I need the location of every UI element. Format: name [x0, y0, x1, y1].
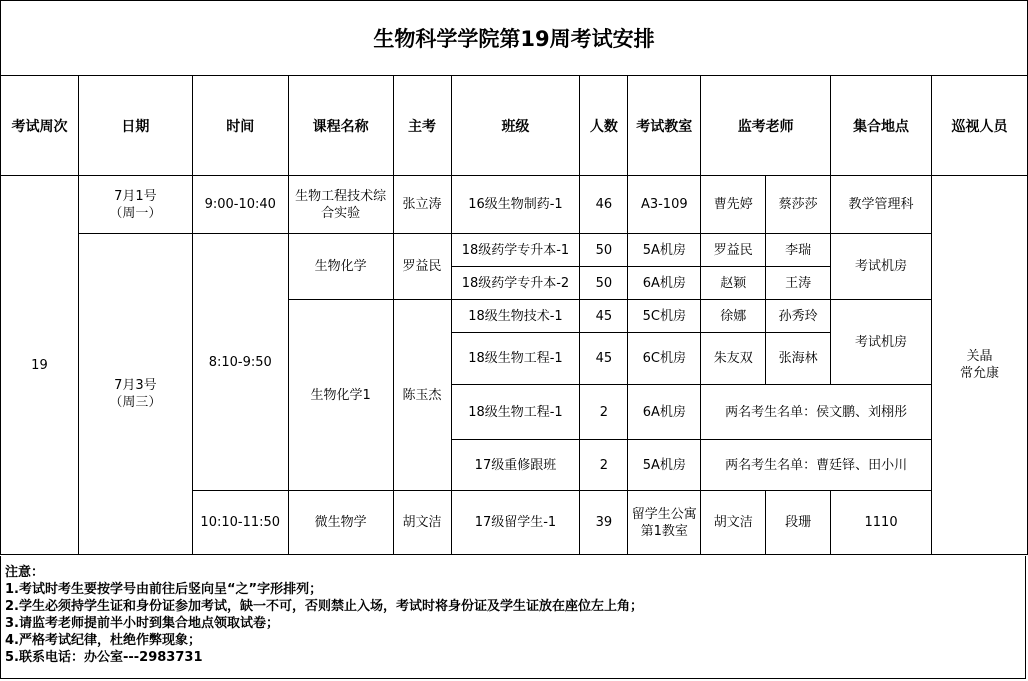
header-patrol: 巡视人员	[932, 76, 1028, 176]
proctor-cell: 赵颖	[701, 267, 766, 300]
count-cell: 2	[580, 440, 628, 491]
count-cell: 50	[580, 267, 628, 300]
time-cell: 8:10-9:50	[192, 234, 288, 491]
class-cell: 17级留学生-1	[451, 491, 580, 555]
header-week: 考试周次	[1, 76, 79, 176]
header-meeting: 集合地点	[831, 76, 932, 176]
proctor-cell: 李瑞	[766, 234, 831, 267]
count-cell: 46	[580, 176, 628, 234]
room-cell: 6A机房	[628, 267, 701, 300]
note-item: 1.考试时考生要按学号由前往后竖向呈“之”字形排列；	[5, 582, 323, 597]
class-cell: 17级重修跟班	[451, 440, 580, 491]
proctor-cell: 蔡莎莎	[766, 176, 831, 234]
note-item: 5.联系电话：办公室---2983731	[5, 650, 203, 665]
room-cell: 5A机房	[628, 440, 701, 491]
course-cell: 生物化学	[288, 234, 393, 300]
notes-section	[0, 556, 1026, 679]
proctor-cell: 孙秀玲	[766, 300, 831, 333]
class-cell: 18级生物技术-1	[451, 300, 580, 333]
header-class: 班级	[451, 76, 580, 176]
table-row	[1, 234, 1028, 267]
chief-cell: 陈玉杰	[393, 300, 451, 491]
count-cell: 39	[580, 491, 628, 555]
note-item: 2.学生必须持学生证和身份证参加考试，缺一不可，否则禁止入场，考试时将身份证及学生证放在座位左上角；	[5, 599, 643, 614]
date-cell: 7月3号 （周三）	[78, 234, 192, 555]
proctor-cell: 罗益民	[701, 234, 766, 267]
room-cell: 留学生公寓第1教室	[628, 491, 701, 555]
chief-cell: 张立涛	[393, 176, 451, 234]
note-cell: 两名考生名单：曹廷铎、田小川	[701, 440, 932, 491]
notes-heading: 注意：	[5, 565, 45, 580]
proctor-cell: 张海林	[766, 333, 831, 385]
room-cell: 6A机房	[628, 385, 701, 440]
meeting-cell: 考试机房	[831, 234, 932, 300]
count-cell: 45	[580, 333, 628, 385]
header-proctors: 监考老师	[701, 76, 831, 176]
page-title: 生物科学学院第19周考试安排	[0, 0, 1028, 75]
room-cell: 5C机房	[628, 300, 701, 333]
count-cell: 45	[580, 300, 628, 333]
time-cell: 10:10-11:50	[192, 491, 288, 555]
class-cell: 18级药学专升本-2	[451, 267, 580, 300]
patrol-cell: 关晶 常允康	[932, 176, 1028, 555]
note-item: 3.请监考老师提前半小时到集合地点领取试卷；	[5, 616, 279, 631]
proctor-cell: 曹先婷	[701, 176, 766, 234]
proctor-cell: 胡文洁	[701, 491, 766, 555]
count-cell: 2	[580, 385, 628, 440]
class-cell: 18级药学专升本-1	[451, 234, 580, 267]
header-row	[1, 76, 1028, 176]
time-cell: 9:00-10:40	[192, 176, 288, 234]
header-course: 课程名称	[288, 76, 393, 176]
proctor-cell: 王涛	[766, 267, 831, 300]
note-cell: 两名考生名单：侯文鹏、刘栩彤	[701, 385, 932, 440]
header-date: 日期	[78, 76, 192, 176]
meeting-cell: 教学管理科	[831, 176, 932, 234]
room-cell: 6C机房	[628, 333, 701, 385]
class-cell: 16级生物制药-1	[451, 176, 580, 234]
course-cell: 生物化学1	[288, 300, 393, 491]
proctor-cell: 段珊	[766, 491, 831, 555]
header-count: 人数	[580, 76, 628, 176]
room-cell: 5A机房	[628, 234, 701, 267]
chief-cell: 胡文洁	[393, 491, 451, 555]
class-cell: 18级生物工程-1	[451, 333, 580, 385]
chief-cell: 罗益民	[393, 234, 451, 300]
header-chief: 主考	[393, 76, 451, 176]
proctor-cell: 朱友双	[701, 333, 766, 385]
proctor-cell: 徐娜	[701, 300, 766, 333]
date-cell: 7月1号 （周一）	[78, 176, 192, 234]
count-cell: 50	[580, 234, 628, 267]
week-cell: 19	[1, 176, 79, 555]
header-time: 时间	[192, 76, 288, 176]
meeting-cell: 考试机房	[831, 300, 932, 385]
header-room: 考试教室	[628, 76, 701, 176]
note-item: 4.严格考试纪律，杜绝作弊现象；	[5, 633, 201, 648]
course-cell: 微生物学	[288, 491, 393, 555]
exam-schedule-table	[0, 75, 1028, 555]
room-cell: A3-109	[628, 176, 701, 234]
class-cell: 18级生物工程-1	[451, 385, 580, 440]
meeting-cell: 1110	[831, 491, 932, 555]
table-row	[1, 176, 1028, 234]
course-cell: 生物工程技术综合实验	[288, 176, 393, 234]
